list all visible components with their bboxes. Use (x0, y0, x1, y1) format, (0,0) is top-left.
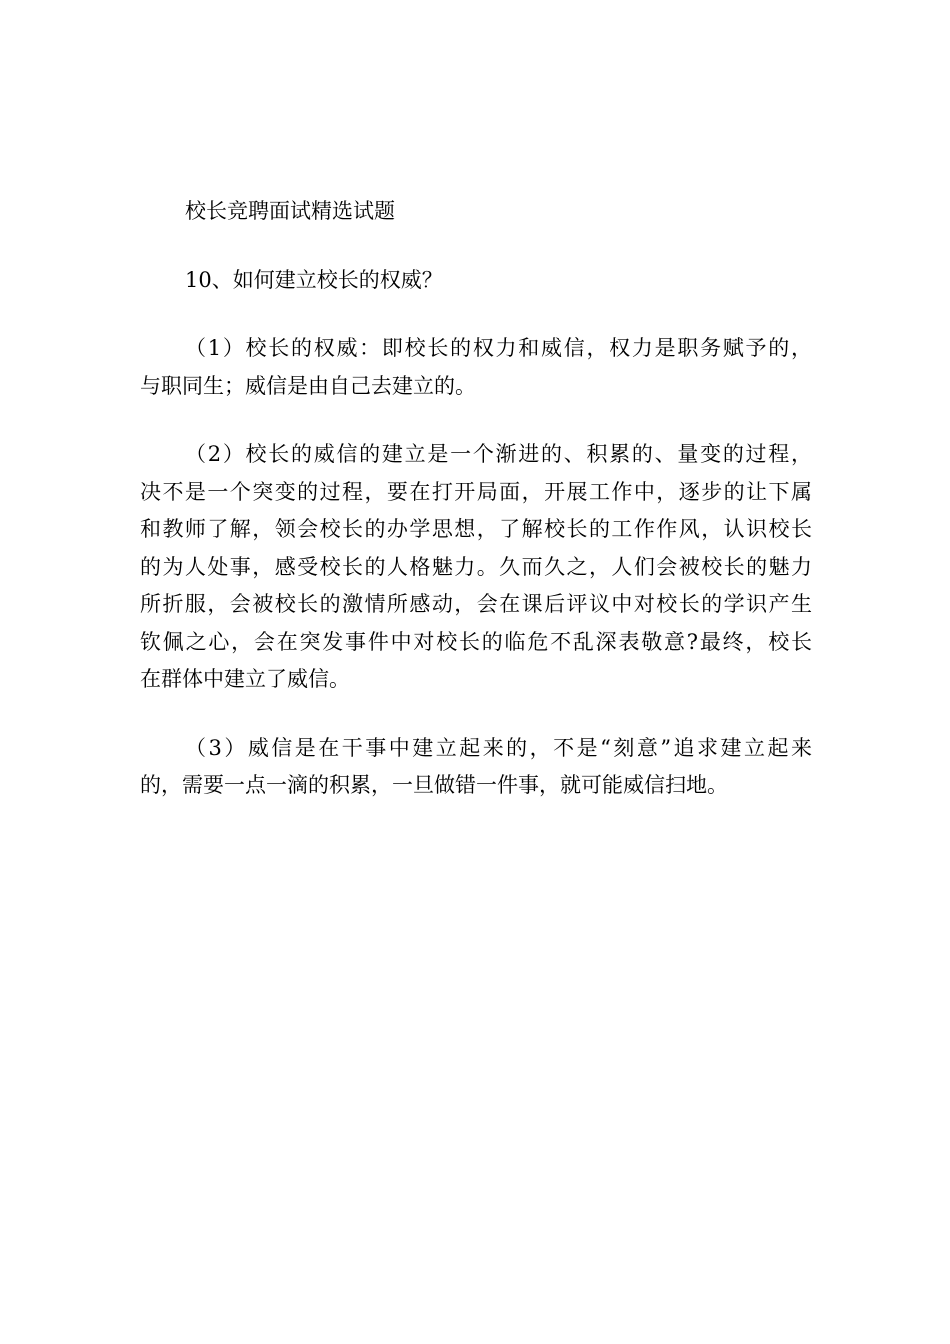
paragraph-line: 在群体中建立了威信。 (140, 667, 350, 691)
paragraph-line: 与职同生；威信是由自己去建立的。 (140, 373, 476, 398)
paragraph-line: 的为人处事，感受校长的人格魅力。久而久之，人们会被校长的魅力 (140, 554, 812, 579)
paragraph-2 (140, 436, 812, 699)
paragraph-line: 决不是一个突变的过程，要在打开局面，开展工作中，逐步的让下属 (140, 479, 812, 504)
paragraph-line: （2）校长的威信的建立是一个渐进的、积累的、量变的过程， (185, 442, 812, 466)
paragraph-line: 所折服，会被校长的激情所感动，会在课后评议中对校长的学识产生 (140, 592, 812, 616)
paragraph-line: 和教师了解，领会校长的办学思想，了解校长的工作作风，认识校长 (140, 517, 812, 541)
paragraph-line: （1）校长的权威：即校长的权力和威信，权力是职务赋予的， (185, 336, 812, 360)
paragraph-3 (140, 730, 812, 805)
question-heading: 10、如何建立校长的权威？ (185, 267, 443, 292)
document-body (140, 193, 812, 836)
paragraph-line: 的，需要一点一滴的积累，一旦做错一件事，就可能威信扫地。 (140, 773, 728, 797)
paragraph-line: 钦佩之心，会在突发事件中对校长的临危不乱深表敬意?最终，校长 (140, 629, 812, 654)
document-title: 校长竞聘面试精选试题 (185, 199, 395, 223)
paragraph-1 (140, 330, 812, 405)
paragraph-line: （3）威信是在干事中建立起来的，不是“刻意”追求建立起来 (185, 735, 812, 760)
